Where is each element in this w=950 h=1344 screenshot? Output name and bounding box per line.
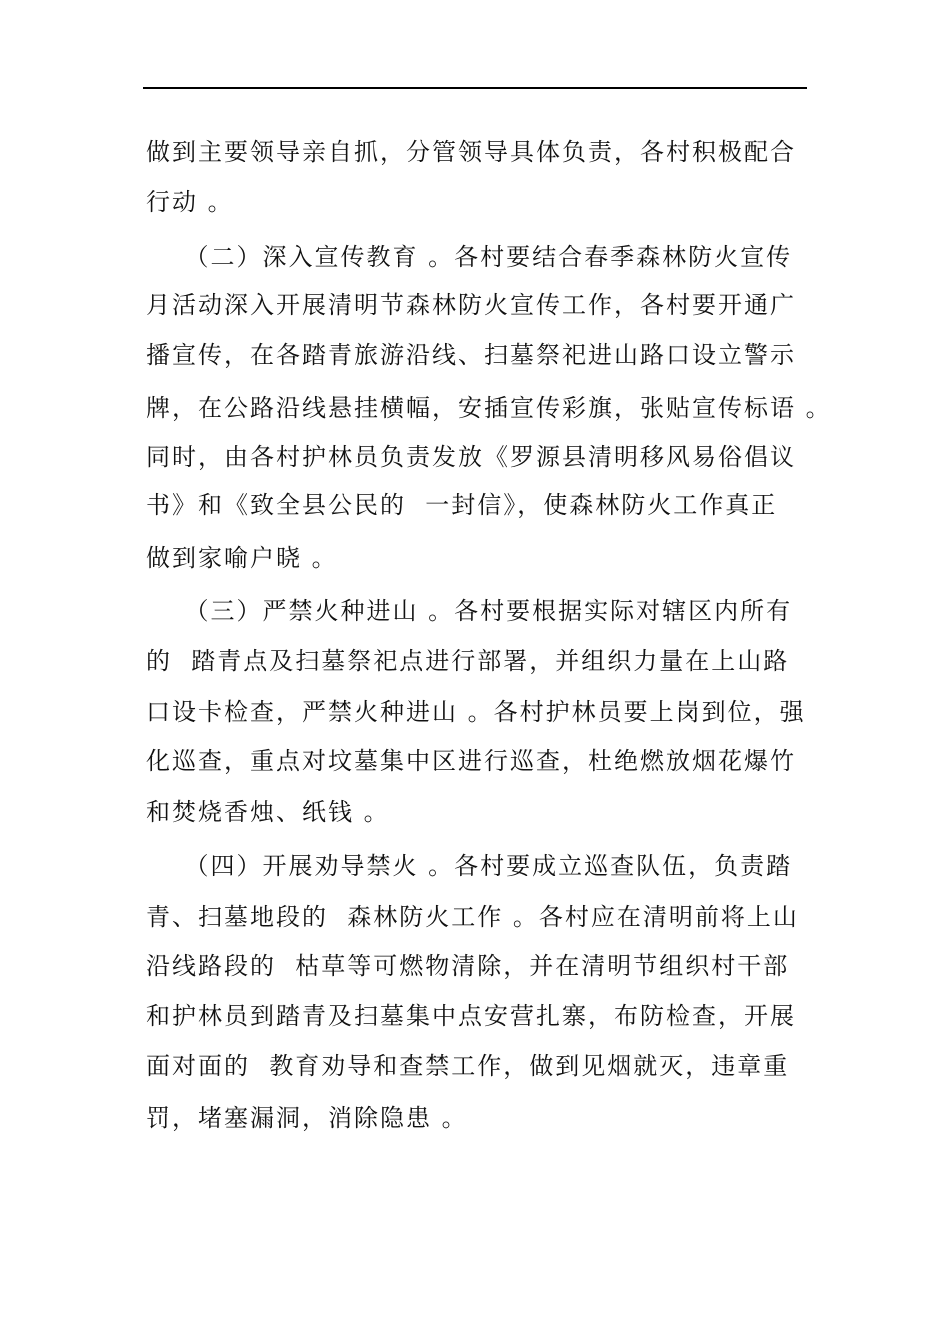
text-line: 行动 。 [146, 188, 234, 216]
text-line: 化巡查，重点对坟墓集中区进行巡查，杜绝燃放烟花爆竹 [146, 747, 796, 775]
text-line: 和焚烧香烛、纸钱 。 [146, 798, 390, 826]
text-line: 同时，由各村护林员负责发放《罗源县清明移风易俗倡议 [146, 443, 796, 471]
text-line: 月活动深入开展清明节森林防火宣传工作，各村要开通广 [146, 291, 796, 319]
text-line: （四）开展劝导禁火 。各村要成立巡查队伍，负责踏 [146, 852, 793, 880]
text-line: 的 踏青点及扫墓祭祀点进行部署，并组织力量在上山路 [146, 647, 790, 675]
text-line: 沿线路段的 枯草等可燃物清除，并在清明节组织村干部 [146, 952, 790, 980]
text-line: 做到家喻户晓 。 [146, 544, 338, 572]
text-line: 口设卡检查，严禁火种进山 。各村护林员要上岗到位，强 [146, 698, 806, 726]
header-rule [143, 87, 807, 89]
text-line: 书》和《致全县公民的 一封信》，使森林防火工作真正 [146, 491, 778, 519]
text-line: （二）深入宣传教育 。各村要结合春季森林防火宣传 [146, 243, 793, 271]
text-line: （三）严禁火种进山 。各村要根据实际对辖区内所有 [146, 597, 793, 625]
text-line: 做到主要领导亲自抓，分管领导具体负责，各村积极配合 [146, 138, 796, 166]
text-line: 牌，在公路沿线悬挂横幅，安插宣传彩旗，张贴宣传标语 。 [146, 394, 832, 422]
text-line: 和护林员到踏青及扫墓集中点安营扎寨，布防检查，开展 [146, 1002, 796, 1030]
text-line: 播宣传，在各踏青旅游沿线、扫墓祭祀进山路口设立警示 [146, 341, 796, 369]
text-line: 面对面的 教育劝导和查禁工作，做到见烟就灭，违章重 [146, 1052, 790, 1080]
text-line: 青、扫墓地段的 森林防火工作 。各村应在清明前将上山 [146, 903, 799, 931]
text-line: 罚，堵塞漏洞，消除隐患 。 [146, 1104, 468, 1132]
